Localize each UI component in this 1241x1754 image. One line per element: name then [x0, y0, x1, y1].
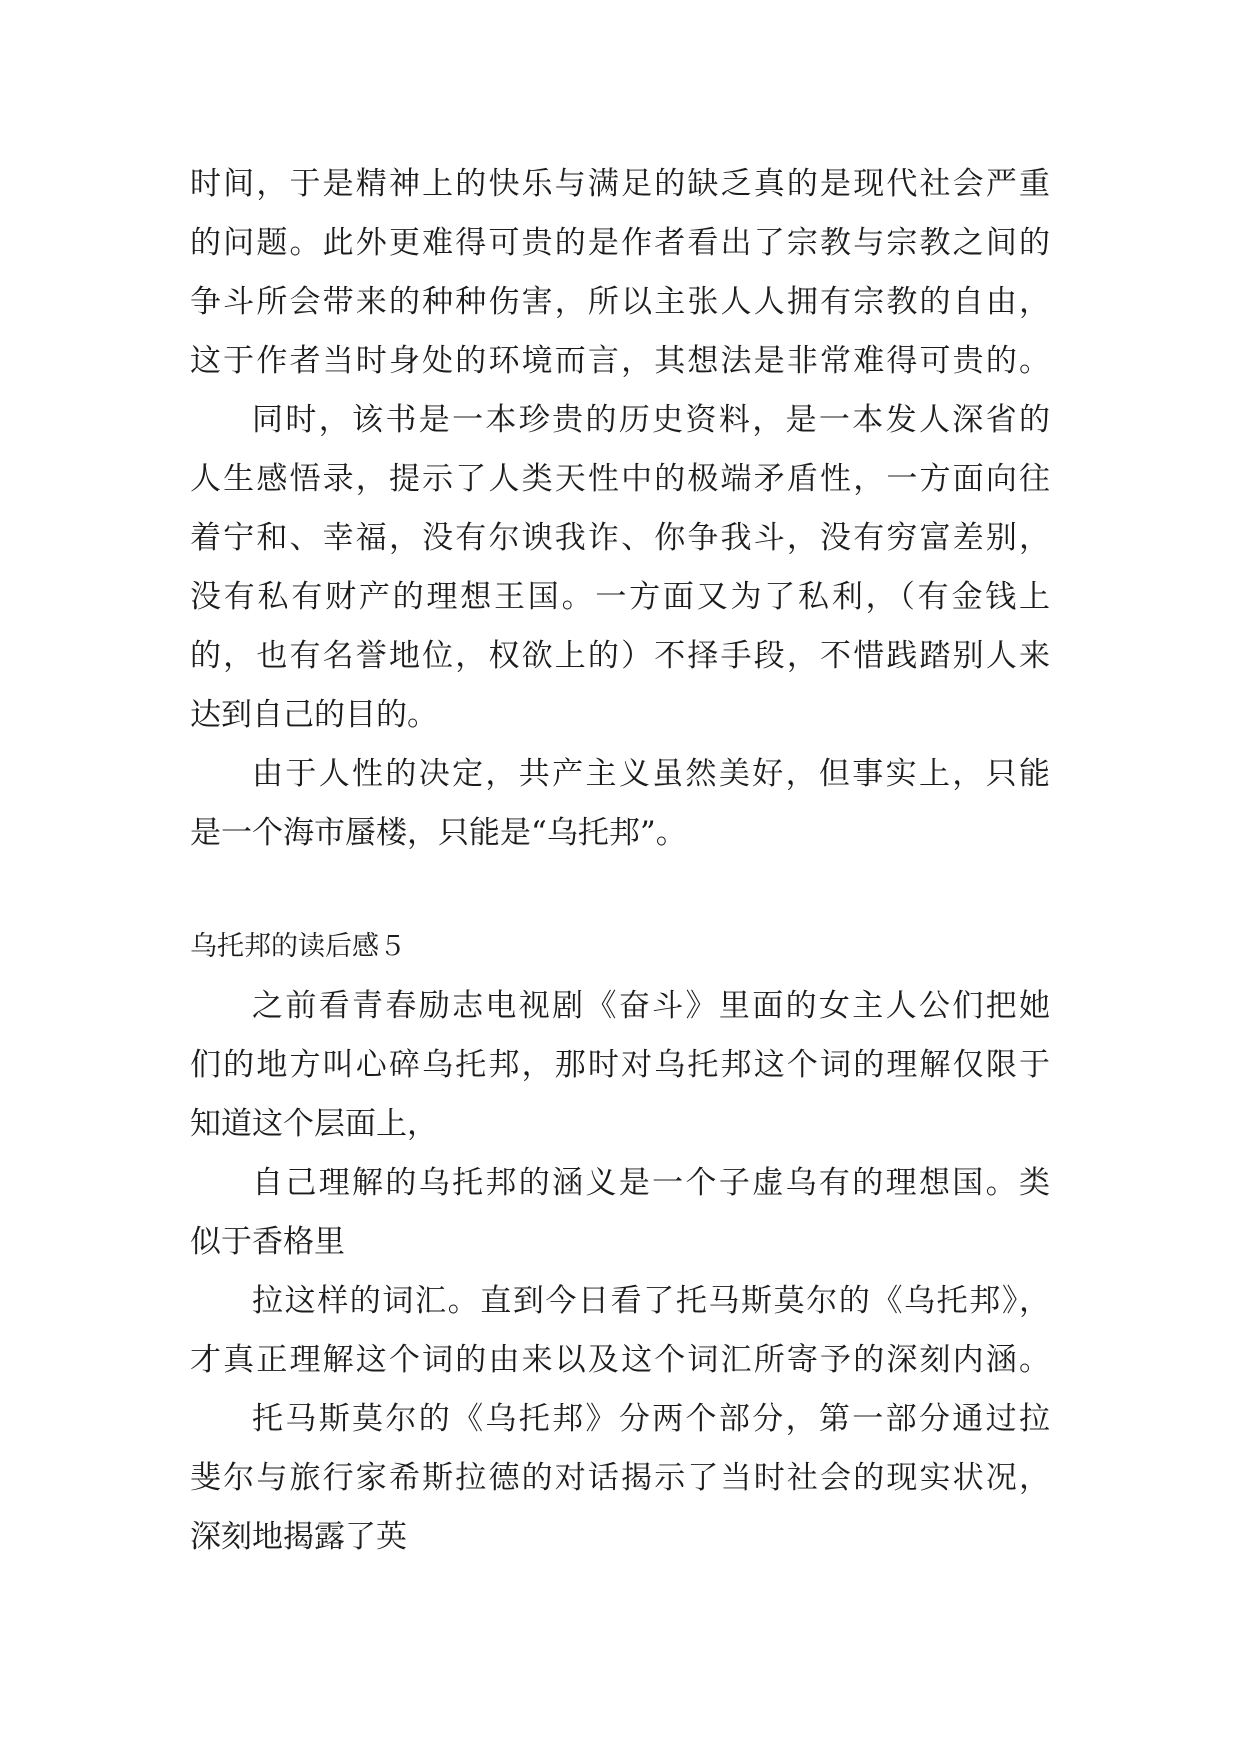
text-line: 自己理解的乌托邦的涵义是一个子虚乌有的理想国。类 — [252, 1165, 1050, 1201]
text-line: 的问题。此外更难得可贵的是作者看出了宗教与宗教之间的 — [190, 225, 1050, 261]
text-line: 深刻地揭露了英 — [190, 1519, 407, 1555]
text-line: 人生感悟录，提示了人类天性中的极端矛盾性，一方面向往 — [190, 461, 1050, 497]
text-line: 之前看青春励志电视剧《奋斗》里面的女主人公们把她 — [252, 988, 1050, 1024]
text-line: 知道这个层面上， — [190, 1106, 438, 1142]
text-line: 似于香格里 — [190, 1224, 345, 1260]
text-line: 由于人性的决定，共产主义虽然美好，但事实上，只能 — [252, 756, 1050, 792]
text-line: 着宁和、幸福，没有尔谀我诈、你争我斗，没有穷富差别， — [190, 520, 1050, 556]
text-line: 时间，于是精神上的快乐与满足的缺乏真的是现代社会严重 — [190, 166, 1050, 202]
text-line: 才真正理解这个词的由来以及这个词汇所寄予的深刻内涵。 — [190, 1342, 1050, 1378]
text-line: 斐尔与旅行家希斯拉德的对话揭示了当时社会的现实状况， — [190, 1460, 1050, 1496]
text-line: 这于作者当时身处的环境而言，其想法是非常难得可贵的。 — [190, 343, 1050, 379]
text-line: 争斗所会带来的种种伤害，所以主张人人拥有宗教的自由， — [190, 284, 1050, 320]
text-line: 达到自己的目的。 — [190, 697, 438, 733]
text-line: 同时，该书是一本珍贵的历史资料，是一本发人深省的 — [252, 402, 1050, 438]
text-line: 们的地方叫心碎乌托邦，那时对乌托邦这个词的理解仅限于 — [190, 1047, 1050, 1083]
text-line: 的，也有名誉地位，权欲上的）不择手段，不惜践踏别人来 — [190, 638, 1050, 674]
text-line: 托马斯莫尔的《乌托邦》分两个部分，第一部分通过拉 — [252, 1401, 1050, 1437]
section-heading: 乌托邦的读后感５ — [190, 931, 406, 962]
text-line: 没有私有财产的理想王国。一方面又为了私利，（有金钱上 — [190, 579, 1050, 615]
text-line: 是一个海市蜃楼，只能是“乌托邦”。 — [190, 815, 687, 851]
text-line: 拉这样的词汇。直到今日看了托马斯莫尔的《乌托邦》， — [252, 1283, 1050, 1319]
